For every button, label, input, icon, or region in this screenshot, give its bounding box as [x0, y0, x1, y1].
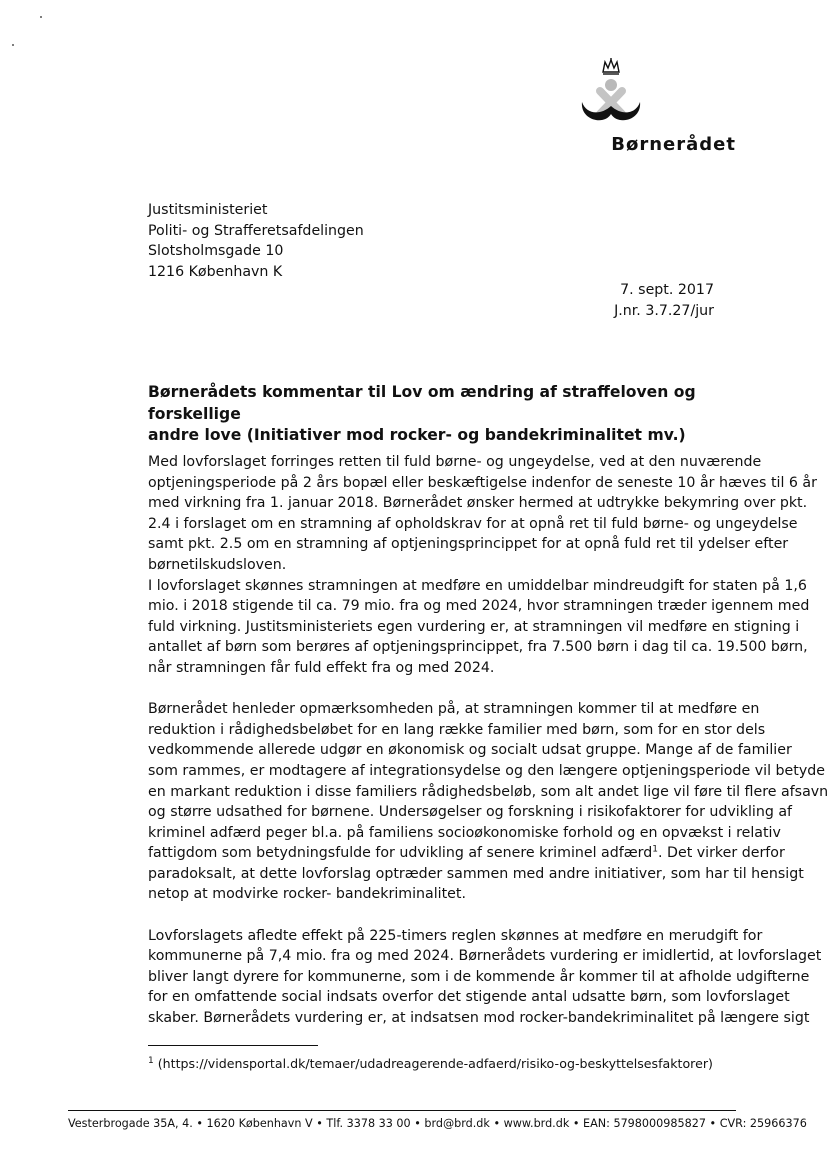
body-line: Med lovforslaget forringes retten til fuld børne- og ungeydelse, ved at den nuværende [148, 454, 762, 470]
recipient-address [148, 200, 364, 282]
letter-heading [148, 382, 738, 447]
footer-divider [68, 1110, 736, 1111]
paragraph-3 [148, 926, 822, 1029]
footer-contact: Vesterbrogade 35A, 4. • 1620 København V • Tlf. 3378 33 00 • brd@brd.dk • www.brd.dk • EAN: 5798000985827 • CVR: 25966376 [68, 1117, 807, 1130]
body-line: antallet af børn som berøres af optjeningsprincippet, fra 7.500 børn i dag til ca. 19.500 børn, [148, 639, 808, 656]
crown-logo-icon [578, 58, 644, 128]
body-line: Børnerådet henleder opmærksomheden på, at stramningen kommer til at medføre en [148, 701, 760, 718]
body-line: kriminel adfærd peger bl.a. på familiens socioøkonomiske forhold og en opvækst i relativ [148, 824, 781, 841]
body-line: reduktion i rådighedsbeløbet for en lang række familier med børn, som for en stor dels [148, 721, 766, 738]
footnote-divider [148, 1045, 318, 1046]
recipient-line: Politi- og Strafferetsafdelingen [148, 222, 364, 239]
body-line: optjeningsperiode på 2 års bopæl eller beskæftigelse indenfor de seneste 10 år hæves til 6 år [148, 474, 817, 491]
body-line: samt pkt. 2.5 om en stramning af optjeningsprincippet for at opnå fuld ret til ydelser efter [148, 536, 789, 553]
scan-speck [12, 44, 14, 46]
heading-line: andre love (Initiativer mod rocker- og bandekriminalitet mv.) [148, 426, 686, 444]
footnote-mark: 1 [148, 1055, 154, 1066]
body-line: med virkning fra 1. januar 2018. Børnerådet ønsker hermed at udtrykke bekymring over pkt. [148, 495, 808, 512]
paragraph-1 [148, 452, 817, 679]
body-line: en markant reduktion i disse familiers rådighedsbeløb, som alt andet lige vil føre til flere afsavn [148, 783, 828, 800]
body-line: mio. i 2018 stigende til ca. 79 mio. fra og med 2024, hvor stramningen træder igennem med [148, 598, 810, 615]
body-line: og større udsathed for børnene. Undersøgelser og forskning i risikofaktorer for udvikling af [148, 804, 793, 821]
body-line: paradoksalt, at dette lovforslag optræder sammen med andre initiativer, som har til hensigt [148, 865, 804, 882]
body-line: Lovforslagets afledte effekt på 225-timers reglen skønnes at medføre en merudgift for [148, 927, 763, 944]
footnote-link[interactable]: (https://vidensportal.dk/temaer/udadreagerende-adfaerd/risiko-og-beskyttelsesfaktorer) [157, 1056, 713, 1071]
letter-body [148, 452, 828, 1049]
footnote-reference: 1 [652, 844, 659, 855]
journal-number: J.nr. 3.7.27/jur [614, 302, 714, 319]
recipient-line: Justitsministeriet [148, 202, 268, 218]
body-text: . Det virker derfor [658, 845, 785, 862]
body-line: kommunerne på 7,4 mio. fra og med 2024. Børnerådets vurdering er imidlertid, at lovforslaget [148, 948, 822, 965]
body-line: børnetilskudsloven. [148, 556, 287, 573]
body-line: 2.4 i forslaget om en stramning af opholdskrav for at opnå ret til fuld børne- og ungeydelse [148, 515, 798, 532]
body-line: når stramningen får fuld effekt fra og med 2024. [148, 659, 495, 676]
heading-line: Børnerådets kommentar til Lov om ændring af straffeloven og forskellige [148, 383, 696, 423]
recipient-line: 1216 København K [148, 263, 283, 280]
body-line: som rammes, er modtagere af integrationsydelse og den længere optjeningsperiode vil betyde [148, 762, 825, 779]
body-line: bliver langt dyrere for kommunerne, som i de kommende år kommer til at afholde udgifterne [148, 968, 810, 985]
recipient-line: Slotsholmsgade 10 [148, 243, 284, 259]
paragraph-2 [148, 699, 828, 905]
body-line: for en omfattende social indsats overfor det stigende antal udsatte børn, som lovforslaget [148, 989, 790, 1006]
footnote [148, 1056, 713, 1072]
letter-date: 7. sept. 2017 [620, 282, 714, 298]
organization-name: Børnerådet [611, 134, 736, 155]
body-line-with-footnote [148, 843, 785, 864]
body-line: I lovforslaget skønnes stramningen at medføre en umiddelbar mindreudgift for staten på 1,6 [148, 577, 807, 594]
letter-meta [614, 280, 714, 321]
scan-speck [40, 16, 42, 18]
body-line: netop at modvirke rocker- bandekriminalitet. [148, 886, 466, 903]
body-line: fuld virkning. Justitsministeriets egen vurdering er, at stramningen vil medføre en stigning i [148, 618, 800, 635]
body-line: vedkommende allerede udgør en økonomisk og socialt udsat gruppe. Mange af de familier [148, 742, 792, 759]
body-line: skaber. Børnerådets vurdering er, at indsatsen mod rocker-bandekriminalitet på længere sigt [148, 1010, 810, 1027]
body-text: fattigdom som betydningsfulde for udvikling af senere kriminel adfærd [148, 845, 653, 862]
